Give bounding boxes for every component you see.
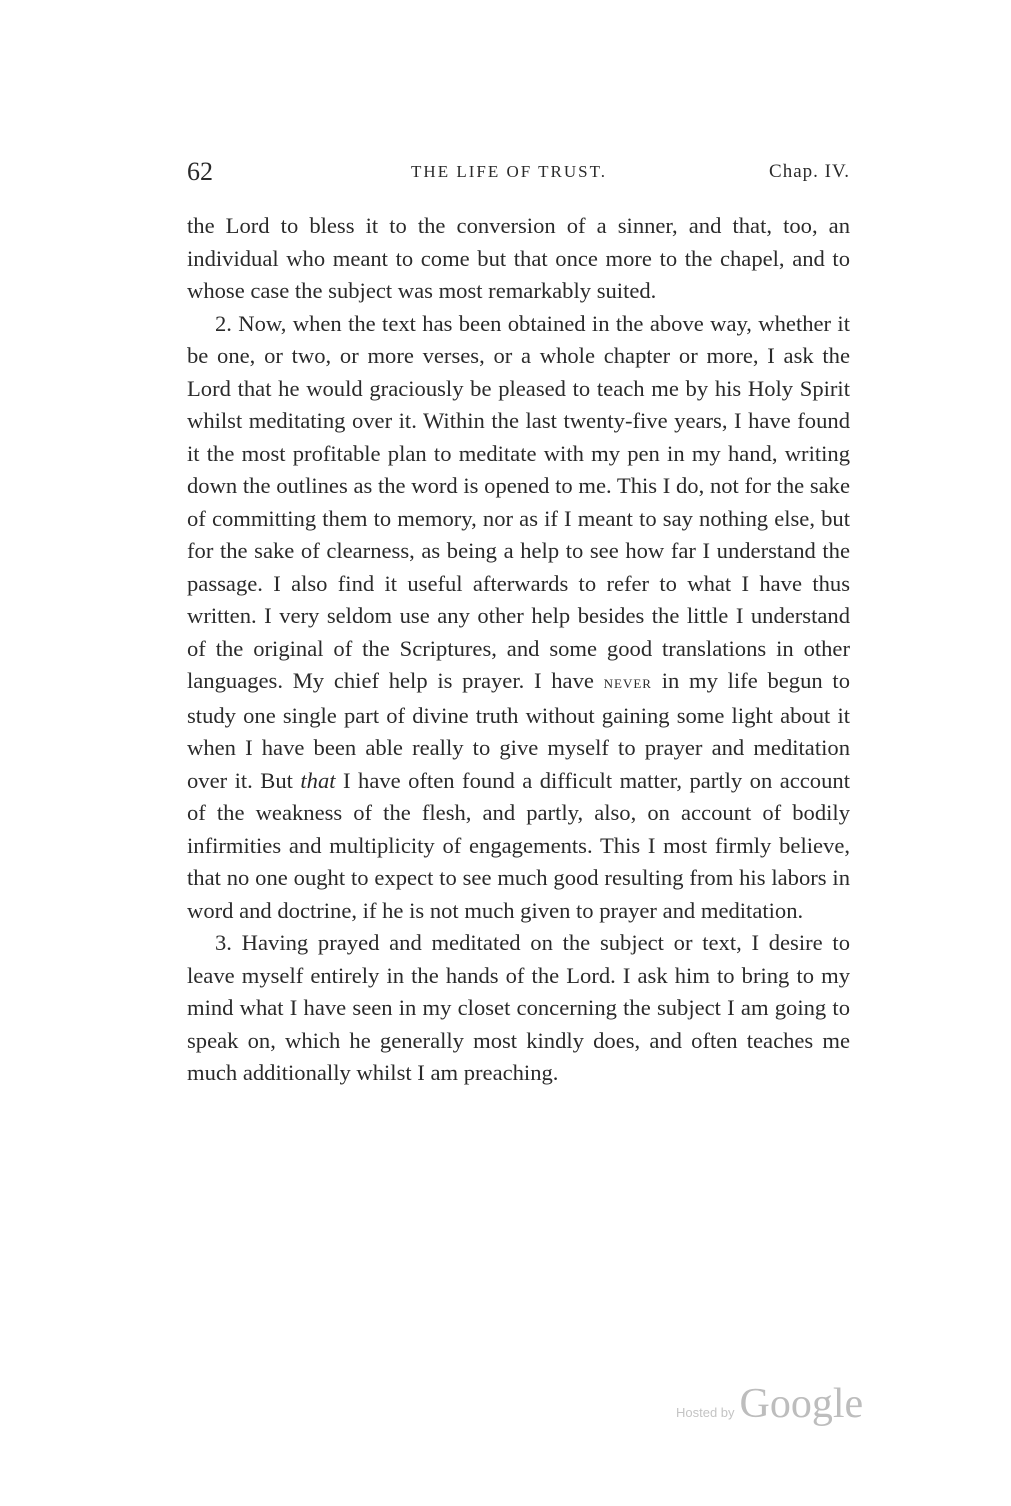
emphasis-that: that <box>300 767 336 793</box>
watermark-hosted-by: Hosted by <box>676 1405 735 1420</box>
paragraph-2-part-a: 2. Now, when the text has been obtained in the above way, whether it be one, or two, or more verses, or a whole chapter or more, I ask the Lord that he would graciously be pleased to teach me by his Holy Spirit whilst meditating over it. Within the last twenty-five years, I have found it the most profitable plan to meditate with my pen in my hand, writing down the outlines as the word is opened to me. This I do, not for the sake of committing them to memory, nor as if I meant to say nothing else, but for the sake of clearness, as being a help to see how far I understand the passage. I also find it useful afterwards to refer to what I have thus written. I very seldom use any other help besides the little I understand of the original of the Scriptures, and some good translations in other languages. My chief help is prayer. I have <box>187 310 850 693</box>
paragraph-2 <box>187 308 850 928</box>
running-title: THE LIFE OF TRUST. <box>411 162 607 181</box>
paragraph-2-part-c: I have often found a difficult matter, partly on account of the weakness of the flesh, and partly, also, on account of bodily infirmities and multiplicity of engagements. This I most firmly believe, that no one ought to expect to see much good resulting from his labors in word and doctrine, if he is not much given to prayer and meditation. <box>187 767 850 923</box>
paragraph-3: 3. Having prayed and meditated on the subject or text, I desire to leave myself entirely in the hands of the Lord. I ask him to bring to my mind what I have seen in my closet concerning the subject I am going to speak on, which he generally most kindly does, and often teaches me much additionally whilst I am preaching. <box>187 930 850 1085</box>
google-watermark <box>676 1380 863 1428</box>
chapter-reference: Chap. IV. <box>769 161 850 182</box>
emphasis-never: never <box>603 672 652 693</box>
paragraph-2-part-b: in my life begun to study one single part of divine truth without gaining some light about it when I have been able really to give myself to prayer and meditation over it. But <box>187 668 850 793</box>
watermark-google-logo: Google <box>739 1381 864 1427</box>
body-text <box>187 210 850 1090</box>
page-header <box>187 150 850 194</box>
paragraph-continuation: the Lord to bless it to the conversion of a sinner, and that, too, an individual who meant to come but that once more to the chapel, and to whose case the subject was most remarkably suited. <box>187 213 850 303</box>
page-number: 62 <box>187 157 213 186</box>
